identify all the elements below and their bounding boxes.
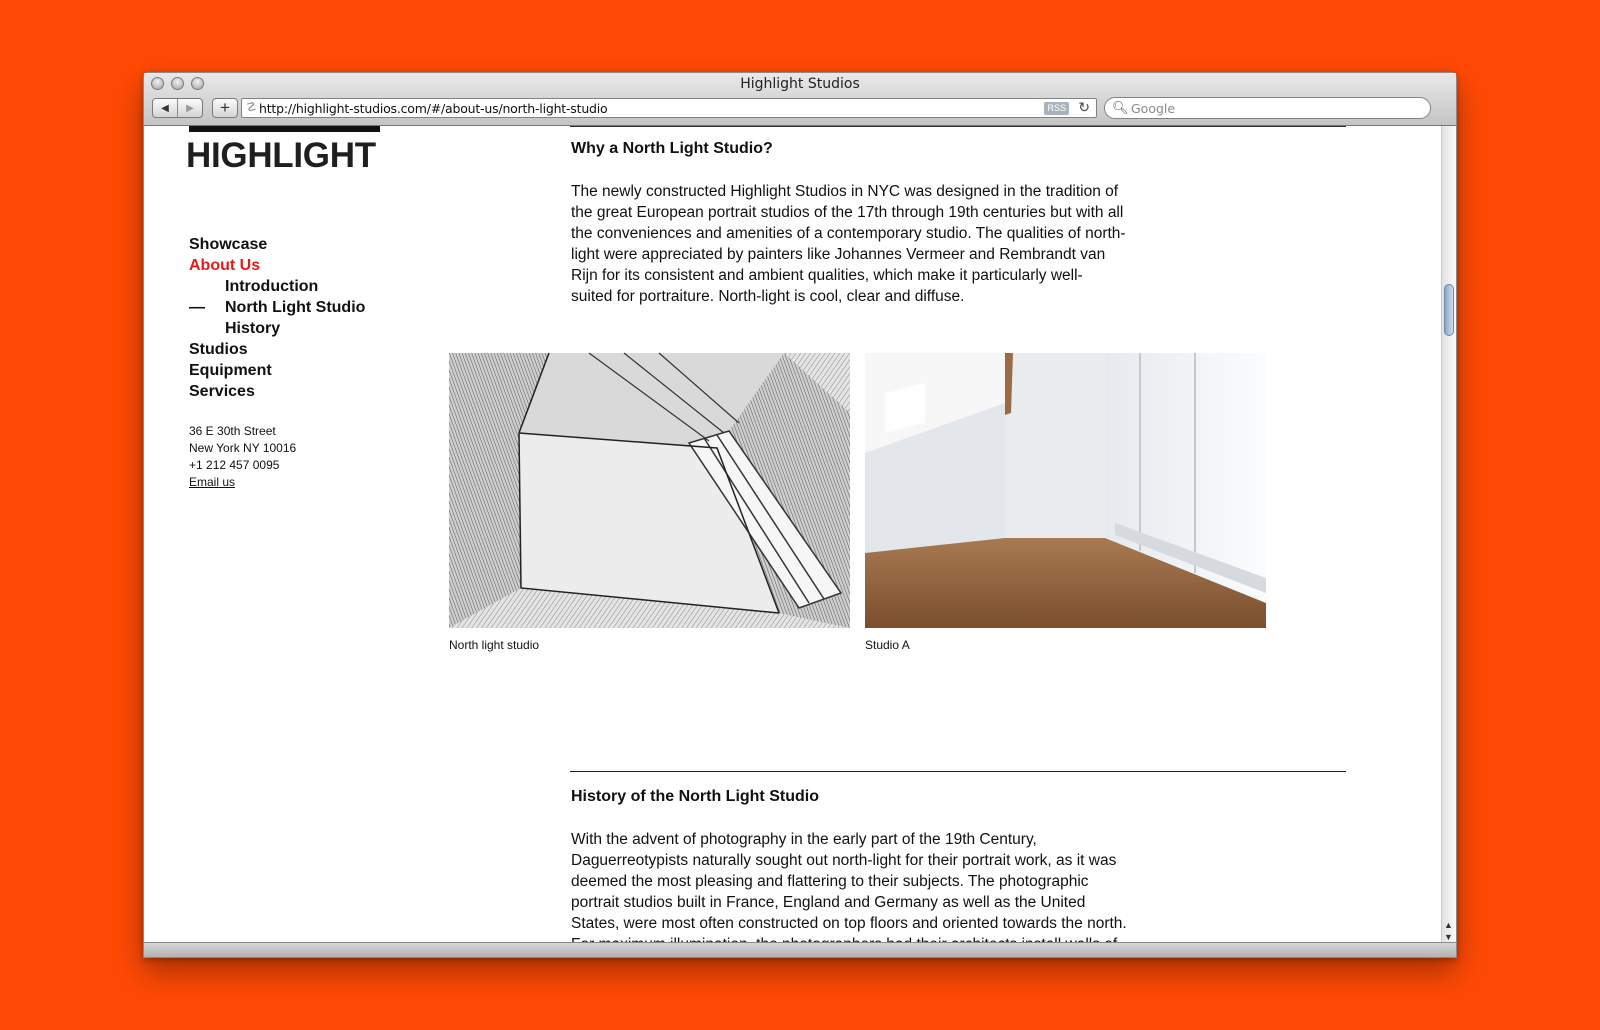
favicon-icon: ☡ xyxy=(246,100,257,114)
address-bar[interactable] xyxy=(241,98,1097,118)
section-title-why: Why a North Light Studio? xyxy=(571,140,773,157)
back-button[interactable] xyxy=(153,99,177,117)
nav-history-label: History xyxy=(225,320,281,337)
contact-info xyxy=(189,423,296,491)
browser-toolbar xyxy=(144,73,1456,126)
nav-introduction[interactable] xyxy=(189,276,365,297)
section-body-why xyxy=(571,181,1151,307)
scroll-up-icon[interactable]: ▲ xyxy=(1444,920,1453,930)
magnifier-icon[interactable]: 🔍︎ xyxy=(1112,100,1129,115)
rss-badge[interactable]: RSS xyxy=(1044,102,1069,115)
nav-equipment[interactable]: Equipment xyxy=(189,362,272,379)
vertical-scrollbar[interactable] xyxy=(1441,126,1456,944)
nav-history[interactable] xyxy=(189,318,365,339)
body-line: the conveniences and amenities of a contemporary studio. The qualities of north- xyxy=(571,225,1126,242)
history-buttons xyxy=(152,98,203,118)
section-title-history: History of the North Light Studio xyxy=(571,788,819,805)
address-street: 36 E 30th Street xyxy=(189,424,276,438)
forward-arrow-icon: ▶ xyxy=(186,102,194,114)
scroll-down-icon[interactable]: ▼ xyxy=(1444,932,1453,942)
phone-number: +1 212 457 0095 xyxy=(189,458,280,472)
search-placeholder: Google xyxy=(1131,101,1176,116)
body-line: portrait studios built in France, England and Germany as well as the United xyxy=(571,894,1086,911)
email-link[interactable]: Email us xyxy=(189,475,236,489)
section-divider-top xyxy=(570,126,1346,127)
section-divider xyxy=(570,771,1346,772)
nav-about-us[interactable]: About Us xyxy=(189,257,261,274)
figure-caption: North light studio xyxy=(449,638,540,652)
address-city: New York NY 10016 xyxy=(189,441,297,455)
browser-window xyxy=(143,72,1457,958)
north-light-drawing[interactable] xyxy=(449,353,850,628)
body-line: deemed the most pleasing and flattering to their subjects. The photographic xyxy=(571,873,1089,890)
url-text[interactable]: http://highlight-studios.com/#/about-us/north-light-studio xyxy=(259,101,608,116)
body-line: The newly constructed Highlight Studios in NYC was designed in the tradition of xyxy=(571,183,1119,200)
body-line: Daguerreotypists naturally sought out north-light for their portrait work, as it was xyxy=(571,852,1117,869)
nav-services[interactable]: Services xyxy=(189,383,255,400)
nav-showcase[interactable]: Showcase xyxy=(189,236,268,253)
body-line: light were appreciated by painters like Johannes Vermeer and Rembrandt van xyxy=(571,246,1106,263)
back-arrow-icon: ◀ xyxy=(161,102,169,114)
plus-icon: + xyxy=(220,98,230,117)
window-title: Highlight Studios xyxy=(740,76,860,92)
body-line: With the advent of photography in the early part of the 19th Century, xyxy=(571,831,1037,848)
status-bar xyxy=(144,942,1456,957)
add-bookmark-button[interactable] xyxy=(212,98,238,118)
page-viewport xyxy=(144,126,1442,944)
nav-studios[interactable]: Studios xyxy=(189,341,248,358)
current-page-marker: — xyxy=(189,299,205,316)
studio-photo-illustration xyxy=(865,353,1266,628)
nav-north-light-label: North Light Studio xyxy=(225,299,366,316)
nav-north-light-studio[interactable] xyxy=(189,297,365,318)
logo-bar xyxy=(189,126,380,132)
studio-a-photo[interactable] xyxy=(865,353,1266,628)
section-body-history xyxy=(571,829,1151,955)
reload-icon[interactable]: ↻ xyxy=(1078,99,1090,115)
body-line: the great European portrait studios of the 17th through 19th centuries but with all xyxy=(571,204,1124,221)
site-logo[interactable]: HIGHLIGHT xyxy=(186,136,376,175)
search-field[interactable] xyxy=(1104,97,1431,119)
forward-button[interactable] xyxy=(177,99,202,117)
figure-caption: Studio A xyxy=(865,638,910,652)
site-nav xyxy=(189,234,365,402)
sketch-illustration xyxy=(449,353,850,628)
body-line: States, were most often constructed on top floors and oriented towards the north. xyxy=(571,915,1127,932)
nav-introduction-label: Introduction xyxy=(225,278,319,295)
body-line: suited for portraiture. North-light is cool, clear and diffuse. xyxy=(571,288,965,305)
scrollbar-thumb[interactable] xyxy=(1444,284,1454,336)
body-line: Rijn for its consistent and ambient qualities, which make it particularly well- xyxy=(571,267,1083,284)
